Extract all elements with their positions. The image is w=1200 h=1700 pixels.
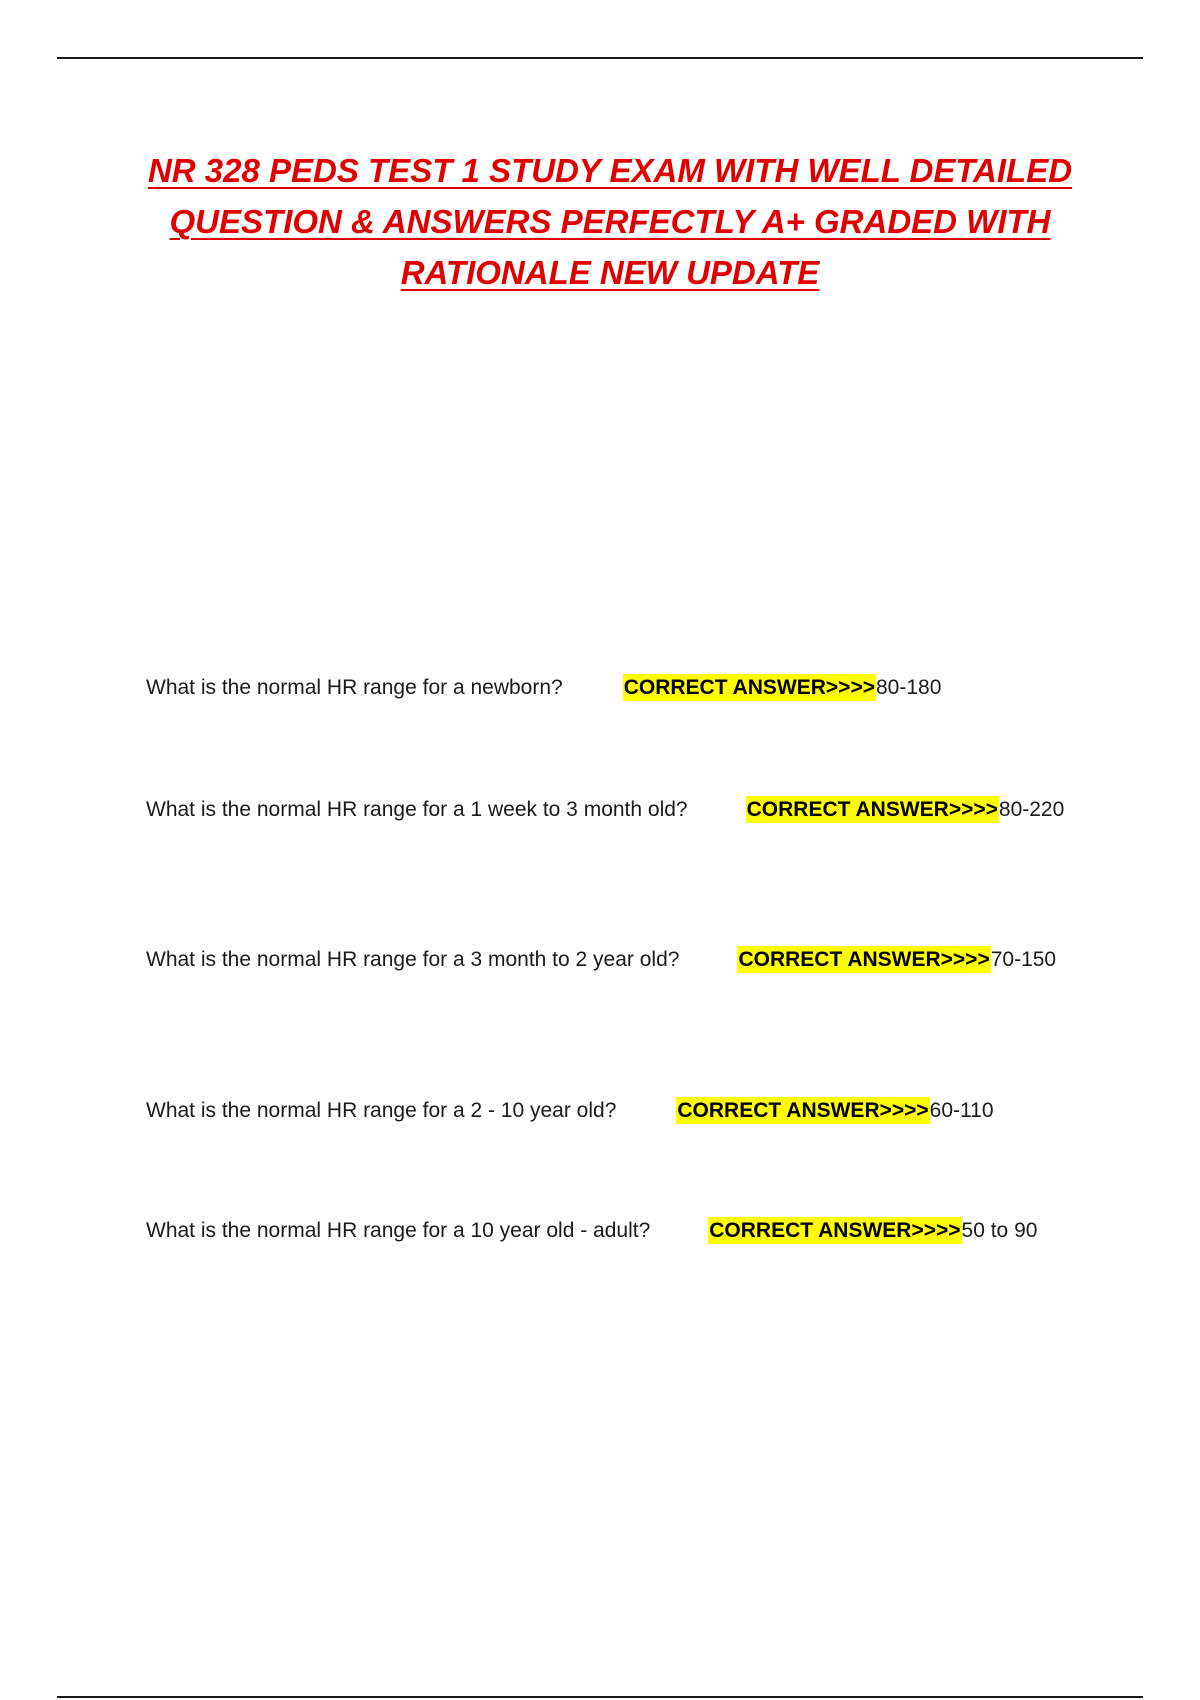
correct-answer-label: CORRECT ANSWER>>>> xyxy=(623,676,875,699)
qa-item xyxy=(146,672,1091,703)
question-text: What is the normal HR range for a 10 year old - adult? xyxy=(146,1219,651,1242)
answer-value: 80-180 xyxy=(875,676,942,699)
qa-item xyxy=(146,1215,1091,1246)
answer-value: 70-150 xyxy=(990,948,1057,971)
question-text: What is the normal HR range for a 3 month to 2 year old? xyxy=(146,948,680,971)
correct-answer-label: CORRECT ANSWER>>>> xyxy=(746,798,998,821)
answer-value: 80-220 xyxy=(998,798,1065,821)
qa-item xyxy=(146,1095,1091,1126)
qa-item xyxy=(146,944,1091,975)
correct-answer-label: CORRECT ANSWER>>>> xyxy=(677,1099,929,1122)
document-title: NR 328 PEDS TEST 1 STUDY EXAM WITH WELL DETAILED QUESTION & ANSWERS PERFECTLY A+ GRADED WITH RATIONALE NEW UPDATE xyxy=(147,152,1073,291)
header-rule xyxy=(57,57,1143,59)
qa-item xyxy=(146,794,1091,825)
correct-answer-label: CORRECT ANSWER>>>> xyxy=(709,1219,961,1242)
answer-value: 50 to 90 xyxy=(961,1219,1038,1242)
question-text: What is the normal HR range for a 1 week to 3 month old? xyxy=(146,798,688,821)
question-text: What is the normal HR range for a 2 - 10 year old? xyxy=(146,1099,617,1122)
question-text: What is the normal HR range for a newborn? xyxy=(146,676,563,699)
footer-rule xyxy=(57,1696,1143,1698)
correct-answer-label: CORRECT ANSWER>>>> xyxy=(738,948,990,971)
answer-value: 60-110 xyxy=(929,1099,994,1122)
